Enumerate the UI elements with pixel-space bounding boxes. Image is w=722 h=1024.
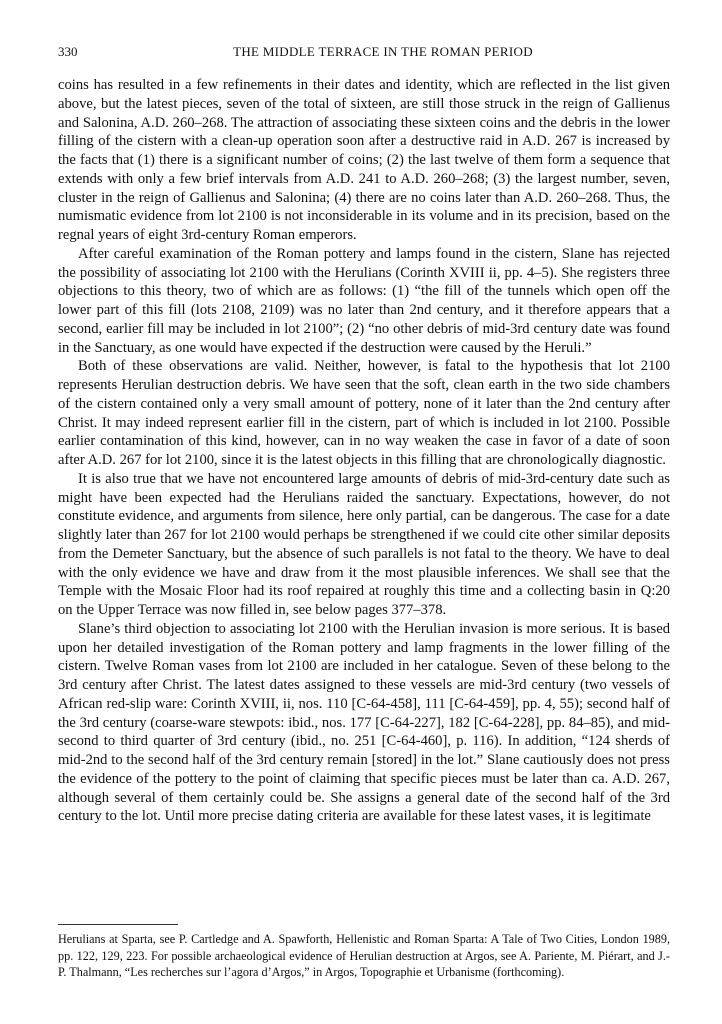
paragraph-5: Slane’s third objection to associating lot 2100 with the Herulian invasion is more serious. It is based upon her detailed investigation of the Roman pottery and lamp fragments in the lower filling of the cistern. Twelve Roman vases from lot 2100 are included in her catalogue. Seven of these belong to the 3rd century after Christ. The latest dates assigned to these vessels are mid-3rd century (two vessels of African red-slip ware: Corinth XVIII, ii, nos. 110 [C-64-458], 111 [C-64-459], pp. 4, 55); second half of the 3rd century (coarse-ware stewpots: ibid., nos. 177 [C-64-227], 182 [C-64-228], pp. 84–85), and mid-second to third quarter of 3rd century (ibid., no. 251 [C-64-460], p. 116). In addition, “124 sherds of mid-2nd to the second half of the 3rd century remain [stored] in the lot.” Slane cautiously does not press the evidence of the pottery to the point of claiming that specific pieces must be later than ca. A.D. 267, although several of them certainly could be. She assigns a general date of the second half of the 3rd century to the lot. Until more precise dating criteria are available for these latest vases, it is legitimate xyxy=(58,620,670,825)
page-header xyxy=(58,44,668,64)
paragraph-1: coins has resulted in a few refinements in their dates and identity, which are reflected in the list given above, but the latest pieces, seven of the total of sixteen, are still those struck in the reign of Gallienus and Salonina, A.D. 260–268. The attraction of associating these sixteen coins and the debris in the lower filling of the cistern with a clean-up operation soon after a destructive raid in A.D. 267 is increased by the facts that (1) there is a significant number of coins; (2) the last twelve of them form a sequence that extends with only a few brief intervals from A.D. 241 to A.D. 260–268; (3) the largest number, seven, cluster in the reign of Gallienus and Salonina; (4) there are no coins later than A.D. 260–268. Thus, the numismatic evidence from lot 2100 is not inconsiderable in its volume and in its precision, based on the regnal years of eight 3rd-century Roman emperors. xyxy=(58,77,670,243)
paragraph-3: Both of these observations are valid. Neither, however, is fatal to the hypothesis that lot 2100 represents Herulian destruction debris. We have seen that the soft, clean earth in the two side chambers of the cistern contained only a very small amount of pottery, none of it later than the 2nd century after Christ. It may indeed represent earlier fill in the cistern, part of which is included in lot 2100. Possible earlier contamination of this kind, however, can in no way weaken the case in favor of a date of soon after A.D. 267 for lot 2100, since it is the latest objects in this filling that are chronologically diagnostic. xyxy=(58,358,670,468)
page-number: 330 xyxy=(58,44,78,59)
paragraph-4: It is also true that we have not encountered large amounts of debris of mid-3rd-century date such as might have been expected had the Herulians raided the sanctuary. Expectations, however, do not constitute evidence, and arguments from silence, here only partial, can be dangerous. The case for a date slightly later than 267 for lot 2100 would perhaps be strengthened if we could cite other similar deposits from the Demeter Sanctuary, but the absence of such parallels is not fatal to the theory. We have to deal with the only evidence we have and draw from it the most plausible inferences. We shall see that the Temple with the Mosaic Floor had its roof repaired at roughly this time and a collecting basin in Q:20 on the Upper Terrace was now filled in, see below pages 377–378. xyxy=(58,470,670,618)
body-text xyxy=(58,76,670,826)
paragraph-2: After careful examination of the Roman pottery and lamps found in the cistern, Slane has rejected the possibility of associating lot 2100 with the Herulians (Corinth XVIII ii, pp. 4–5). She registers three objections to this theory, two of which are as follows: (1) “the fill of the tunnels which open off the lower part of this fill (lots 2108, 2109) was no later than 2nd century, and it therefore appears that a second, earlier fill may be included in lot 2100”; (2) “no other debris of mid-3rd century date was found in the Sanctuary, as one would have expected if the destruction were caused by the Heruli.” xyxy=(58,245,670,356)
footnote xyxy=(58,931,670,981)
footnote-text: Herulians at Sparta, see P. Cartledge and A. Spawforth, Hellenistic and Roman Sparta: A Tale of Two Cities, London 1989, pp. 122, 129, 223. For possible archaeological evidence of Herulian destruction at Argos, see A. Pariente, M. Piérart, and J.-P. Thalmann, “Les recherches sur l’agora d’Argos,” in Argos, Topographie et Urbanisme (forthcoming). xyxy=(58,932,670,979)
footnote-divider xyxy=(58,924,178,925)
running-title: THE MIDDLE TERRACE IN THE ROMAN PERIOD xyxy=(233,44,533,59)
